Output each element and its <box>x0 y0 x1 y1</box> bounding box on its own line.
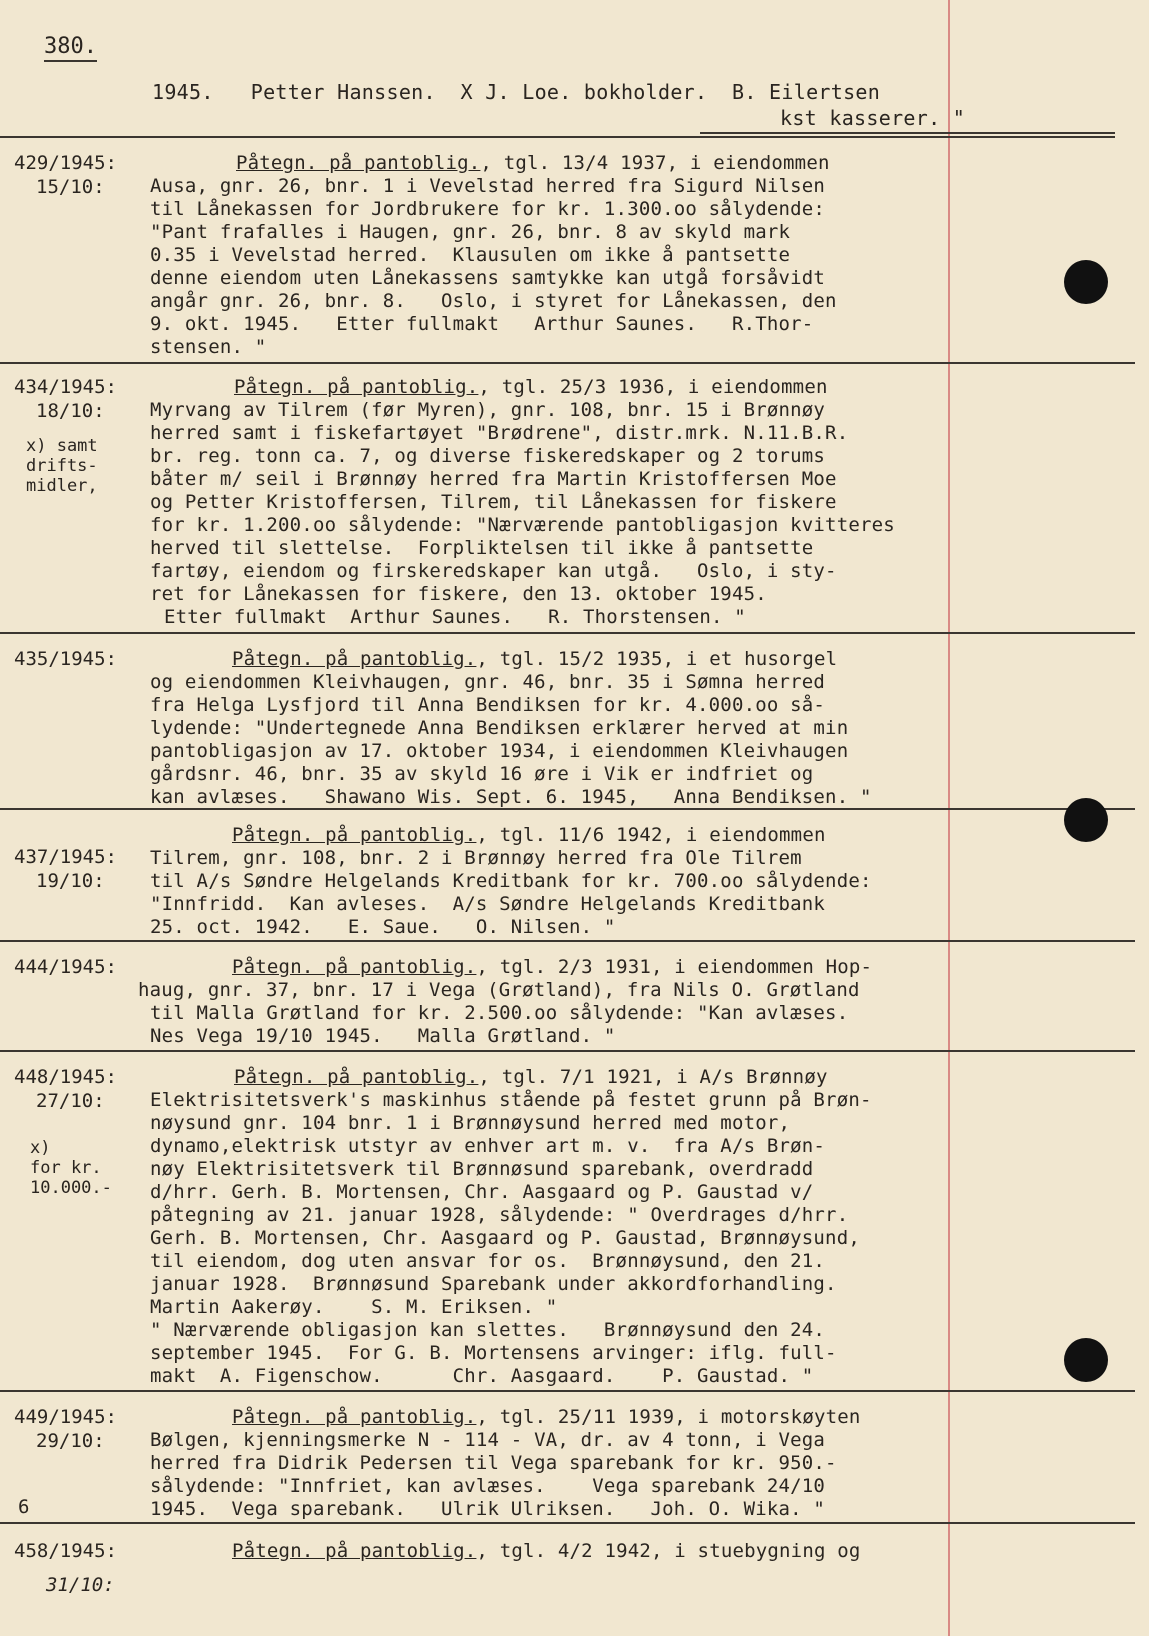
entry-text-line: for kr. 1.200.oo sålydende: "Nærværende pantobligasjon kvitteres <box>150 514 895 536</box>
divider <box>0 1522 1135 1524</box>
entry-text-line: Martin Aakerøy. S. M. Eriksen. " <box>150 1296 558 1318</box>
punch-hole <box>1064 1338 1108 1382</box>
entry-text-line: makt A. Figenschow. Chr. Aasgaard. P. Gaustad. " <box>150 1365 814 1387</box>
entry-text-line: båter m/ seil i Brønnøy herred fra Martin Kristoffersen Moe <box>150 468 837 490</box>
entry-text-line: , tgl. 13/4 1937, i eiendommen <box>480 152 830 174</box>
entry-date: 29/10: <box>36 1430 105 1452</box>
entry-title-text: Påtegn. på pantoblig. <box>232 1406 477 1428</box>
entry-title <box>232 1540 861 1563</box>
entry-title-text: Påtegn. på pantoblig. <box>236 152 481 174</box>
entry-text-line: Etter fullmakt Arthur Saunes. R. Thorstensen. " <box>164 606 746 628</box>
entry-text-line: til A/s Søndre Helgelands Kreditbank for kr. 700.oo sålydende: <box>150 870 872 892</box>
entry-text-line: og eiendommen Kleivhaugen, gnr. 46, bnr. 35 i Sømna herred <box>150 671 826 693</box>
entry-number: 448/1945: <box>14 1066 117 1088</box>
entry-date: 19/10: <box>36 870 105 892</box>
entry-text-line: gårdsnr. 46, bnr. 35 av skyld 16 øre i Vik er indfriet og <box>150 763 814 785</box>
entry-text-line: til Lånekassen for Jordbrukere for kr. 1.300.oo sålydende: <box>150 198 826 220</box>
divider <box>0 362 1135 364</box>
entry-text-line: lydende: "Undertegnede Anna Bendiksen erklærer herved at min <box>150 717 849 739</box>
divider <box>0 632 1135 634</box>
entry-title-text: Påtegn. på pantoblig. <box>232 824 477 846</box>
divider <box>700 132 1115 134</box>
entry-text-line: , tgl. 11/6 1942, i eiendommen <box>476 824 826 846</box>
entry-number: 458/1945: <box>14 1540 117 1562</box>
entry-text-line: fartøy, eiendom og firskeredskaper kan utgå. Oslo, i sty- <box>150 560 837 582</box>
entry-text-line: "Pant frafalles i Haugen, gnr. 26, bnr. 8 av skyld mark <box>150 221 791 243</box>
entry-text-line: kan avlæses. Shawano Wis. Sept. 6. 1945, Anna Bendiksen. " <box>150 786 872 808</box>
entry-text-line: "Innfridd. Kan avleses. A/s Søndre Helgelands Kreditbank <box>150 893 826 915</box>
entry-text-line: haug, gnr. 37, bnr. 17 i Vega (Grøtland), fra Nils O. Grøtland <box>138 979 860 1001</box>
entry-title <box>232 648 837 671</box>
divider <box>0 1390 1135 1392</box>
entry-text-line: Gerh. B. Mortensen, Chr. Aasgaard og P. Gaustad, Brønnøysund, <box>150 1227 860 1249</box>
entry-title-text: Påtegn. på pantoblig. <box>234 376 479 398</box>
entry-text-line: , tgl. 4/2 1942, i stuebygning og <box>476 1540 861 1562</box>
entry-number: 429/1945: <box>14 152 117 174</box>
entry-text-line: Elektrisitetsverk's maskinhus stående på festet grunn på Brøn- <box>150 1089 872 1111</box>
entry-text-line: fra Helga Lysfjord til Anna Bendiksen for kr. 4.000.oo så- <box>150 694 826 716</box>
entry-text-line: " Nærværende obligasjon kan slettes. Brønnøysund den 24. <box>150 1319 826 1341</box>
entry-text-line: Nes Vega 19/10 1945. Malla Grøtland. " <box>150 1025 616 1047</box>
punch-hole <box>1064 798 1108 842</box>
entry-text-line: ret for Lånekassen for fiskere, den 13. oktober 1945. <box>150 583 767 605</box>
entry-number: 435/1945: <box>14 648 117 670</box>
entry-text-line: og Petter Kristoffersen, Tilrem, til Lånekassen for fiskere <box>150 491 837 513</box>
entry-title <box>232 824 826 847</box>
divider <box>0 1050 1135 1052</box>
entry-date: 15/10: <box>36 176 105 198</box>
header-line-2: kst kasserer. " <box>780 106 966 130</box>
entry-number: 437/1945: <box>14 846 117 868</box>
margin-note: 6 <box>18 1496 30 1518</box>
entry-text-line: , tgl. 25/3 1936, i eiendommen <box>478 376 828 398</box>
entry-text-line: herred samt i fiskefartøyet "Brødrene", distr.mrk. N.11.B.R. <box>150 422 849 444</box>
entry-text-line: , tgl. 7/1 1921, i A/s Brønnøy <box>478 1066 828 1088</box>
entry-text-line: påtegning av 21. januar 1928, sålydende: " Overdrages d/hrr. <box>150 1204 849 1226</box>
entry-title <box>232 956 872 979</box>
entry-text-line: pantobligasjon av 17. oktober 1934, i eiendommen Kleivhaugen <box>150 740 849 762</box>
entry-text-line: herred fra Didrik Pedersen til Vega sparebank for kr. 950.- <box>150 1452 837 1474</box>
entry-number: 444/1945: <box>14 956 117 978</box>
entry-text-line: Tilrem, gnr. 108, bnr. 2 i Brønnøy herred fra Ole Tilrem <box>150 847 802 869</box>
entry-text-line: herved til slettelse. Forpliktelsen til ikke å pantsette <box>150 537 814 559</box>
divider <box>0 136 1115 138</box>
entry-text-line: til eiendom, dog uten ansvar for os. Brønnøysund, den 21. <box>150 1250 826 1272</box>
entry-title <box>232 1406 861 1429</box>
header-line-1: 1945. Petter Hanssen. X J. Loe. bokholder. B. Eilertsen <box>152 80 881 104</box>
entry-text-line: br. reg. tonn ca. 7, og diverse fiskeredskaper og 2 torums <box>150 445 826 467</box>
entry-date: 18/10: <box>36 400 105 422</box>
entry-text-line: Bølgen, kjenningsmerke N - 114 - VA, dr. av 4 tonn, i Vega <box>150 1429 826 1451</box>
entry-text-line: denne eiendom uten Lånekassens samtykke kan utgå forsåvidt <box>150 267 826 289</box>
punch-hole <box>1064 260 1108 304</box>
entry-date: 31/10: <box>46 1574 115 1596</box>
entry-text-line: Myrvang av Tilrem (før Myren), gnr. 108, bnr. 15 i Brønnøy <box>150 399 826 421</box>
entry-title <box>234 376 828 399</box>
entry-title <box>234 1066 828 1089</box>
entry-text-line: , tgl. 15/2 1935, i et husorgel <box>476 648 838 670</box>
entry-number: 449/1945: <box>14 1406 117 1428</box>
margin-note: x) samt drifts- midler, <box>26 436 98 496</box>
page-number: 380. <box>44 34 97 62</box>
divider <box>0 940 1135 942</box>
entry-text-line: sålydende: "Innfriet, kan avlæses. Vega sparebank 24/10 <box>150 1475 826 1497</box>
entry-text-line: 9. okt. 1945. Etter fullmakt Arthur Saunes. R.Thor- <box>150 313 814 335</box>
entry-text-line: til Malla Grøtland for kr. 2.500.oo sålydende: "Kan avlæses. <box>150 1002 849 1024</box>
entry-text-line: angår gnr. 26, bnr. 8. Oslo, i styret for Lånekassen, den <box>150 290 837 312</box>
entry-title <box>236 152 830 175</box>
entry-title-text: Påtegn. på pantoblig. <box>232 648 477 670</box>
entry-text-line: , tgl. 25/11 1939, i motorskøyten <box>476 1406 861 1428</box>
entry-title-text: Påtegn. på pantoblig. <box>234 1066 479 1088</box>
entry-title-text: Påtegn. på pantoblig. <box>232 1540 477 1562</box>
entry-text-line: Ausa, gnr. 26, bnr. 1 i Vevelstad herred fra Sigurd Nilsen <box>150 175 826 197</box>
entry-text-line: januar 1928. Brønnøsund Sparebank under akkordforhandling. <box>150 1273 837 1295</box>
entry-text-line: d/hrr. Gerh. B. Mortensen, Chr. Aasgaard og P. Gaustad v/ <box>150 1181 814 1203</box>
entry-text-line: september 1945. For G. B. Mortensens arvinger: iflg. full- <box>150 1342 837 1364</box>
entry-text-line: nøy Elektrisitetsverk til Brønnøsund sparebank, overdradd <box>150 1158 814 1180</box>
entry-text-line: stensen. " <box>150 336 267 358</box>
entry-text-line: 0.35 i Vevelstad herred. Klausulen om ikke å pantsette <box>150 244 791 266</box>
entry-number: 434/1945: <box>14 376 117 398</box>
entry-date: 27/10: <box>36 1090 105 1112</box>
entry-text-line: dynamo,elektrisk utstyr av enhver art m. v. fra A/s Brøn- <box>150 1135 826 1157</box>
entry-title-text: Påtegn. på pantoblig. <box>232 956 477 978</box>
entry-text-line: nøysund gnr. 104 bnr. 1 i Brønnøysund herred med motor, <box>150 1112 791 1134</box>
divider <box>0 808 1135 810</box>
entry-text-line: 1945. Vega sparebank. Ulrik Ulriksen. Joh. O. Wika. " <box>150 1498 826 1520</box>
entry-text-line: 25. oct. 1942. E. Saue. O. Nilsen. " <box>150 916 616 938</box>
entry-text-line: , tgl. 2/3 1931, i eiendommen Hop- <box>476 956 873 978</box>
margin-note: x) for kr. 10.000.- <box>30 1138 112 1198</box>
